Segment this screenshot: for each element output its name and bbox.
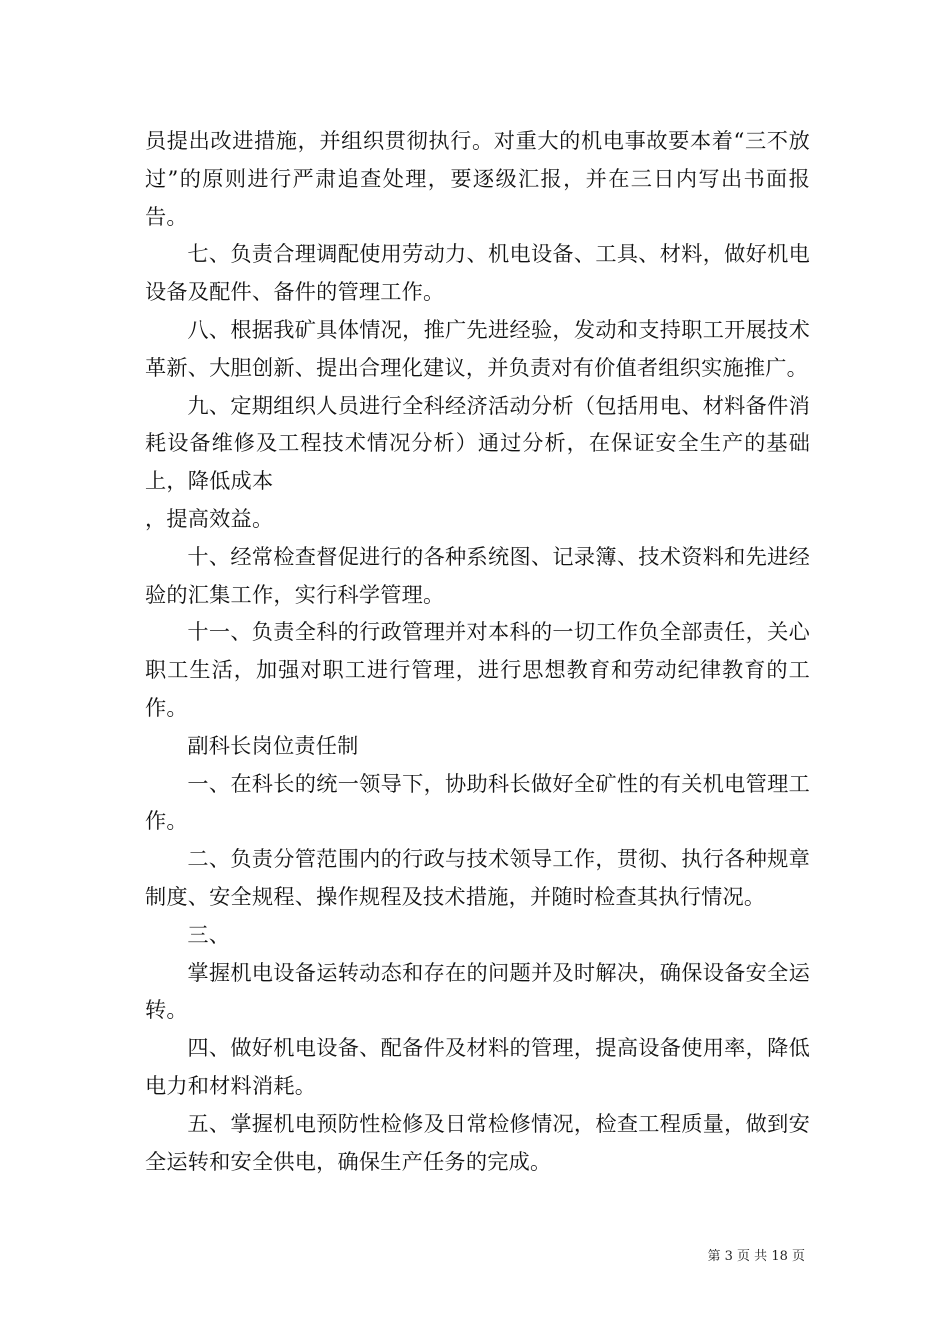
- paragraph-item-9-tail: ，提高效益。: [145, 505, 274, 531]
- paragraph-deputy-item-3-label: 三、: [187, 921, 231, 947]
- document-body: [145, 122, 810, 1180]
- paragraph-continuation: 员提出改进措施，并组织贯彻执行。对重大的机电事故要本着“三不放过”的原则进行严肃追查处理，要逐级汇报，并在三日内写出书面报告。: [145, 128, 810, 229]
- page-number: 第 3 页 共 18 页: [707, 1249, 805, 1264]
- paragraph-item-10: 十、经常检查督促进行的各种系统图、记录簿、技术资料和先进经验的汇集工作，实行科学管理。: [145, 543, 810, 607]
- paragraph-item-9: 九、定期组织人员进行全科经济活动分析（包括用电、材料备件消耗设备维修及工程技术情况分析）通过分析，在保证安全生产的基础上，降低成本: [145, 392, 810, 494]
- paragraph-item-7: 七、负责合理调配使用劳动力、机电设备、工具、材料，做好机电设备及配件、备件的管理工作。: [145, 241, 810, 305]
- paragraph-item-8: 八、根据我矿具体情况，推广先进经验，发动和支持职工开展技术革新、大胆创新、提出合理化建议，并负责对有价值者组织实施推广。: [145, 316, 810, 380]
- paragraph-deputy-item-2: 二、负责分管范围内的行政与技术领导工作，贯彻、执行各种规章制度、安全规程、操作规程及技术措施，并随时检查其执行情况。: [145, 846, 810, 909]
- paragraph-deputy-item-1: 一、在科长的统一领导下，协助科长做好全矿性的有关机电管理工作。: [145, 770, 810, 834]
- paragraph-deputy-item-3: 掌握机电设备运转动态和存在的问题并及时解决，确保设备安全运转。: [145, 959, 810, 1023]
- paragraph-item-11: 十一、负责全科的行政管理并对本科的一切工作负全部责任，关心职工生活，加强对职工进行管理，进行思想教育和劳动纪律教育的工作。: [145, 619, 810, 720]
- section-heading: 副科长岗位责任制: [187, 732, 359, 758]
- paragraph-deputy-item-5: 五、掌握机电预防性检修及日常检修情况，检查工程质量，做到安全运转和安全供电，确保生产任务的完成。: [145, 1110, 810, 1174]
- paragraph-deputy-item-4: 四、做好机电设备、配备件及材料的管理，提高设备使用率，降低电力和材料消耗。: [145, 1035, 810, 1098]
